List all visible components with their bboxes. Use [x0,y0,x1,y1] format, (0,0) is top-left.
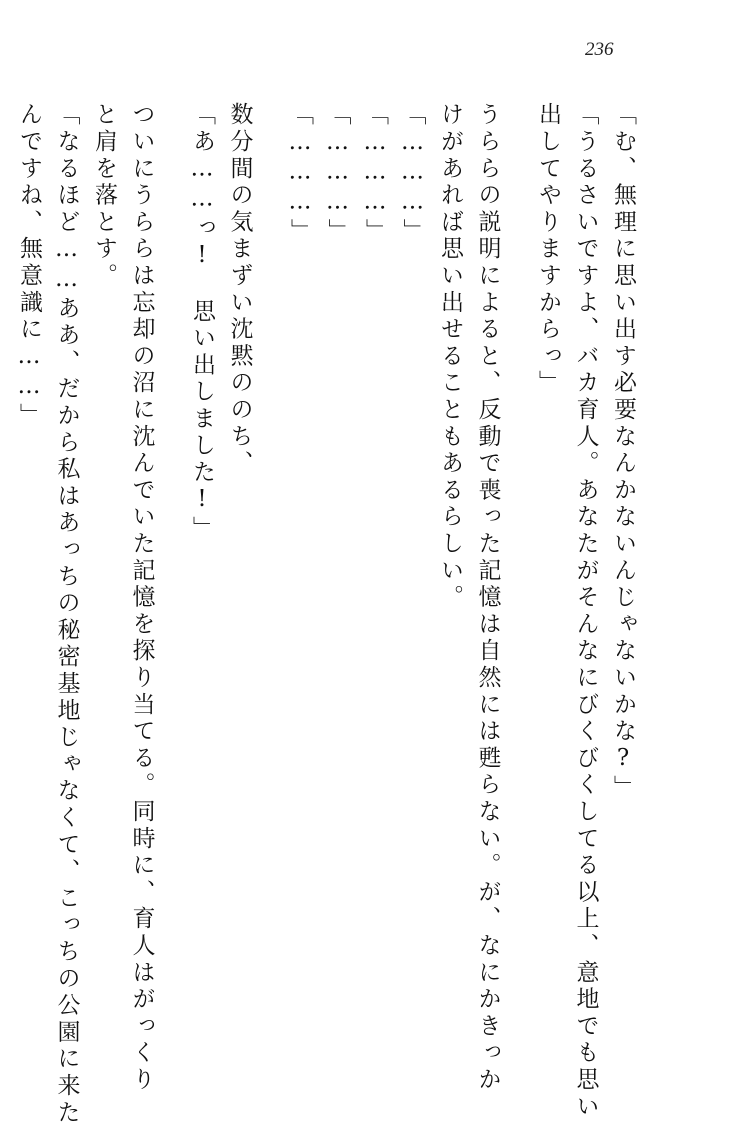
text-line-13: と肩を落とす。 [91,102,117,290]
text-line-15: んですね、無意識に……」 [16,102,42,430]
text-line-16 [0,102,10,962]
vertical-text-body [0,102,641,1126]
text-line-7: 「………」 [362,102,388,245]
text-line-3: 出してやりますからっ」 [535,102,561,397]
text-line-9: 「………」 [287,102,313,245]
text-line-5: けがあれば思い出せることもあるらしい。 [437,102,463,612]
text-line-14: 「なるほど……ああ、だから私はあっちの秘密基地じゃなくて、こっちの公園に来た [53,102,80,1126]
text-line-4: うららの説明によると、反動で喪った記憶は自然には甦らない。が、なにかきっか [474,102,501,1094]
text-line-2: 「うるさいですよ、バカ育人。あなたがそんなにびくびくしてる以上、意地でも思い [572,102,599,1121]
page-number: 236 [585,39,614,60]
text-line-6: 「………」 [399,102,426,245]
text-line-10: 数分間の気まずい沈黙ののち、 [226,102,253,478]
text-line-11: 「あ……っ! 思い出しました!」 [189,102,215,543]
text-line-12: ついにうららは忘却の沼に沈んでいた記憶を探り当てる。同時に、育人はがっくり [128,102,155,1094]
text-line-8: 「………」 [324,102,351,245]
text-line-1: 「む、無理に思い出す必要なんかないんじゃないかな?」 [610,102,636,802]
